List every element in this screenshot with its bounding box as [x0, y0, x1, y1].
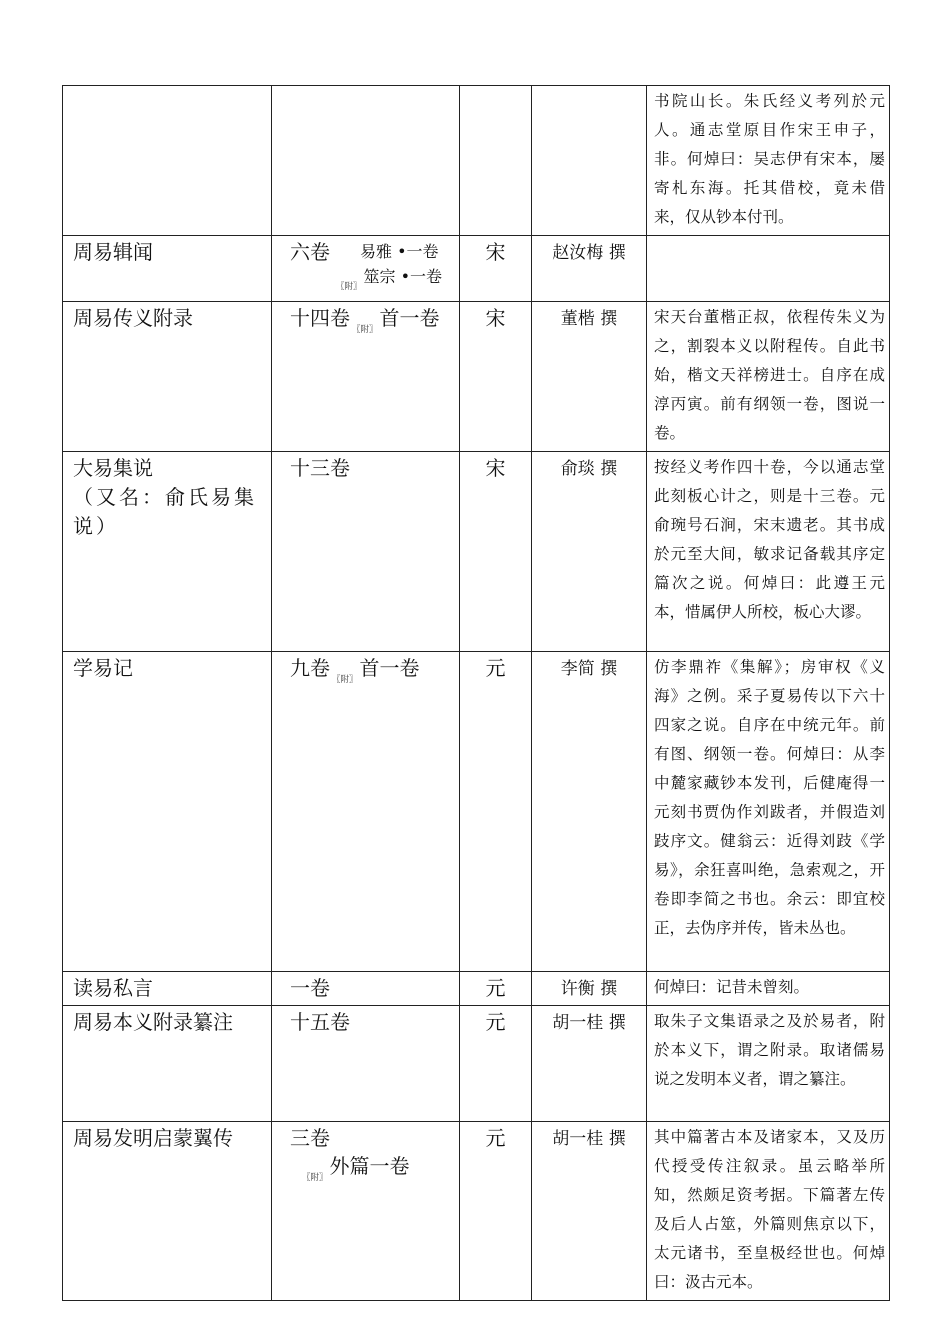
appendix-marker: 〖附〗: [332, 675, 358, 685]
volumes-text: 三卷: [290, 1126, 330, 1150]
dynasty-cell: 元: [460, 1122, 532, 1301]
note-cell: 宋天台董楷正叔，依程传朱义为之，割裂本义以附程传。自此书始，楷文天祥榜进士。自序在成淳丙寅。前有纲领一卷，图说一卷。: [647, 302, 890, 452]
table-row: [63, 452, 890, 652]
appendix-1: 易雅 •一卷: [360, 242, 439, 261]
volumes-cell: [272, 302, 460, 452]
volumes-cell: 十五卷: [272, 1006, 460, 1122]
appendix-marker: 〖附〗: [352, 325, 378, 335]
note-cell: [647, 236, 890, 302]
title-cell: 学易记: [63, 652, 272, 972]
volumes-cell: [272, 652, 460, 972]
author-cell: [532, 86, 647, 236]
appendix-1: 外篇一卷: [329, 1154, 410, 1178]
dynasty-cell: 宋: [460, 452, 532, 652]
note-cell: 其中篇著古本及诸家本，又及历代授受传注叙录。虽云略举所知，然颇足资考据。下篇著左传及后人占筮，外篇则焦京以下，太元诸书，至皇极经世也。何焯曰：汲古元本。: [647, 1122, 890, 1301]
title-alt: （又名：俞氏易集说）: [73, 485, 257, 538]
table-row: [63, 652, 890, 972]
volumes-cell: 十三卷: [272, 452, 460, 652]
title-cell: 周易辑闻: [63, 236, 272, 302]
note-cell: 书院山长。朱氏经义考列於元人。通志堂原目作宋王申子，非。何焯曰：吴志伊有宋本，屡寄札东海。托其借校，竟未借来，仅从钞本付刊。: [647, 86, 890, 236]
author-cell: 俞琰 撰: [532, 452, 647, 652]
author-cell: 李简 撰: [532, 652, 647, 972]
title-cell: [63, 86, 272, 236]
title-cell: [63, 452, 272, 652]
volumes-cell: 一卷: [272, 972, 460, 1006]
title-text: 大易集说: [73, 456, 153, 480]
note-cell: 按经义考作四十卷，今以通志堂此刻板心计之，则是十三卷。元俞琬号石涧，宋末遗老。其书成於元至大间，敏求记备载其序定篇次之说。何焯曰：此遵王元本，惜属伊人所校，板心大谬。: [647, 452, 890, 652]
author-cell: 许衡 撰: [532, 972, 647, 1006]
volumes-text: 十四卷: [290, 306, 350, 330]
dynasty-cell: 元: [460, 1006, 532, 1122]
table-row: [63, 302, 890, 452]
appendix-marker: 〖附〗: [336, 282, 362, 292]
title-cell: 周易本义附录纂注: [63, 1006, 272, 1122]
volumes-text: 六卷: [290, 240, 330, 264]
table-row: [63, 236, 890, 302]
table-row: [63, 1006, 890, 1122]
volumes-cell: [272, 236, 460, 302]
bibliography-table: [62, 85, 890, 1301]
note-cell: 取朱子文集语录之及於易者，附於本义下，谓之附录。取诸儒易说之发明本义者，谓之纂注。: [647, 1006, 890, 1122]
appendix-2: 筮宗 •一卷: [363, 267, 443, 286]
dynasty-cell: 宋: [460, 302, 532, 452]
title-cell: 读易私言: [63, 972, 272, 1006]
author-cell: 胡一桂 撰: [532, 1006, 647, 1122]
title-cell: 周易发明启蒙翼传: [63, 1122, 272, 1301]
volumes-text: 九卷: [290, 656, 330, 680]
volumes-cell: [272, 86, 460, 236]
table-row: [63, 1122, 890, 1301]
author-cell: 董楷 撰: [532, 302, 647, 452]
appendix-marker: 〖附〗: [302, 1173, 328, 1183]
note-cell: 仿李鼎祚《集解》；房审权《义海》之例。采子夏易传以下六十四家之说。自序在中统元年。前有图、纲领一卷。何焯曰：从李中麓家藏钞本发刊，后健庵得一元刻书贾伪作刘跋者，并假造刘跂序文。健翁云：近得刘跂《学易》，余狂喜叫绝，急索观之，开卷即李简之书也。余云：即宜校正，去伪序并传，皆未丛也。: [647, 652, 890, 972]
table-row: [63, 972, 890, 1006]
dynasty-cell: 宋: [460, 236, 532, 302]
appendix-1: 首一卷: [379, 306, 440, 330]
note-cell: 何焯曰：记昔未曾刻。: [647, 972, 890, 1006]
title-cell: 周易传义附录: [63, 302, 272, 452]
appendix-1: 首一卷: [359, 656, 420, 680]
author-cell: 胡一桂 撰: [532, 1122, 647, 1301]
dynasty-cell: 元: [460, 652, 532, 972]
author-cell: 赵汝梅 撰: [532, 236, 647, 302]
table-row: [63, 86, 890, 236]
volumes-cell: [272, 1122, 460, 1301]
dynasty-cell: 元: [460, 972, 532, 1006]
dynasty-cell: [460, 86, 532, 236]
